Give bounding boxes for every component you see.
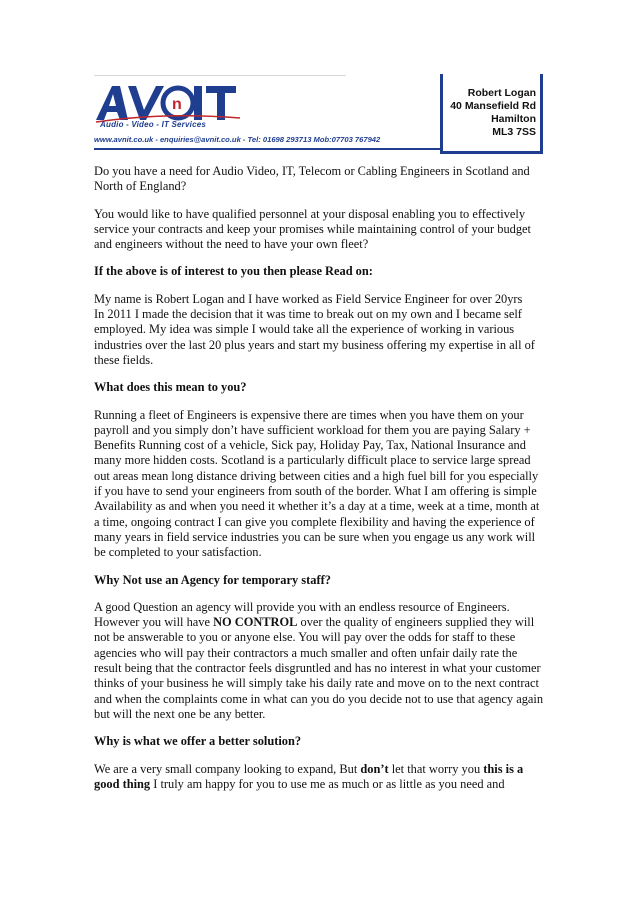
solution-text-start: We are a very small company looking to expand, But	[94, 761, 361, 776]
company-logo	[94, 82, 244, 124]
section-heading-read-on: If the above is of interest to you then please Read on:	[94, 264, 373, 279]
about-first-line: My name is Robert Logan and I have worked as Field Service Engineer for over 20yrs	[94, 291, 523, 306]
section-heading-agency: Why Not use an Agency for temporary staff?	[94, 572, 331, 587]
address-street: 40 Mansefield Rd	[450, 100, 536, 112]
intro-paragraph: Do you have a need for Audio Video, IT, Telecom or Cabling Engineers in Scotland and North of England?	[94, 164, 530, 194]
intro-question-text: You would like to have qualified personnel at your disposal enabling you to effectively service your contracts and keep your promises while maintaining control of your budget	[94, 206, 531, 236]
contact-line: www.avnit.co.uk - enquiries@avnit.co.uk - Tel: 01698 293713 Mob:07703 767942	[94, 134, 440, 150]
section-heading-meaning: What does this mean to you?	[94, 380, 247, 395]
solution-paragraph	[94, 762, 546, 793]
agency-text-start: A good Question an agency will provide you with an endless resource of Engineers. However you will have	[94, 599, 510, 630]
no-control-emphasis: NO CONTROL	[213, 615, 298, 630]
address-name: Robert Logan	[467, 87, 536, 99]
agency-text-end: over the quality of engineers supplied they will not be answerable to you or anyone else. You will pay over the odds for staff to these agencies who will pay their contractors a much smaller and often unfair daily rate the result being that the contractor feels disgruntled and has no interest in what your customer thinks of your business he will simply take his daily rate and move on to the next contract and when the complaints come in what can you do you decide not to use that agency again but will the next one be any better.	[94, 615, 544, 721]
svg-text:n: n	[172, 96, 182, 113]
letter-body	[94, 164, 546, 804]
good-thing-emphasis: this is a good thing	[94, 761, 524, 791]
logo-tagline: Audio - Video - IT Services	[100, 120, 207, 129]
section-heading-solution: Why is what we offer a better solution?	[94, 734, 302, 749]
address-town: Hamilton	[491, 113, 536, 125]
letterhead	[94, 74, 543, 154]
intro-question	[94, 207, 546, 253]
about-paragraph	[94, 292, 546, 368]
address-postcode: ML3 7SS	[492, 126, 536, 138]
intro-question-end: and engineers without the need to have your own fleet?	[94, 237, 369, 252]
about-rest: In 2011 I made the decision that it was time to break out on my own and I became self employed. My idea was simple I would take all the experience of working in various industries over the last 20 plus years and start my business offering my expertise in all of these fields.	[94, 307, 535, 367]
address-box	[440, 74, 543, 154]
dont-emphasis: don’t	[360, 761, 389, 776]
logo-area	[94, 74, 440, 154]
solution-text-mid: let that worry you	[388, 761, 484, 776]
meaning-paragraph: Running a fleet of Engineers is expensive there are times when you have them on your payroll and you simply don’t have sufficient workload for them you are paying Salary + Benefits Running cost of a vehicle, Sick pay, Holiday Pay, Tax, National Insurance and many more hidden costs. Scotland is a particularly difficult place to service large spread out areas mean long distance driving between cities and a high fuel bill for you especially if you have to send your engineers from south of the border. What I am offering is simple Availability as and when you need it whether it’s a day at a time, week at a time, month at a time, ongoing contract I can give you complete flexibility and having the experience of many years in field service industries you can be sure when you engage us any work will be completed to your satisfaction.	[94, 407, 540, 560]
solution-text-end: I truly am happy for you to use me as much or as little as you need and	[150, 776, 505, 791]
agency-paragraph	[94, 600, 546, 722]
